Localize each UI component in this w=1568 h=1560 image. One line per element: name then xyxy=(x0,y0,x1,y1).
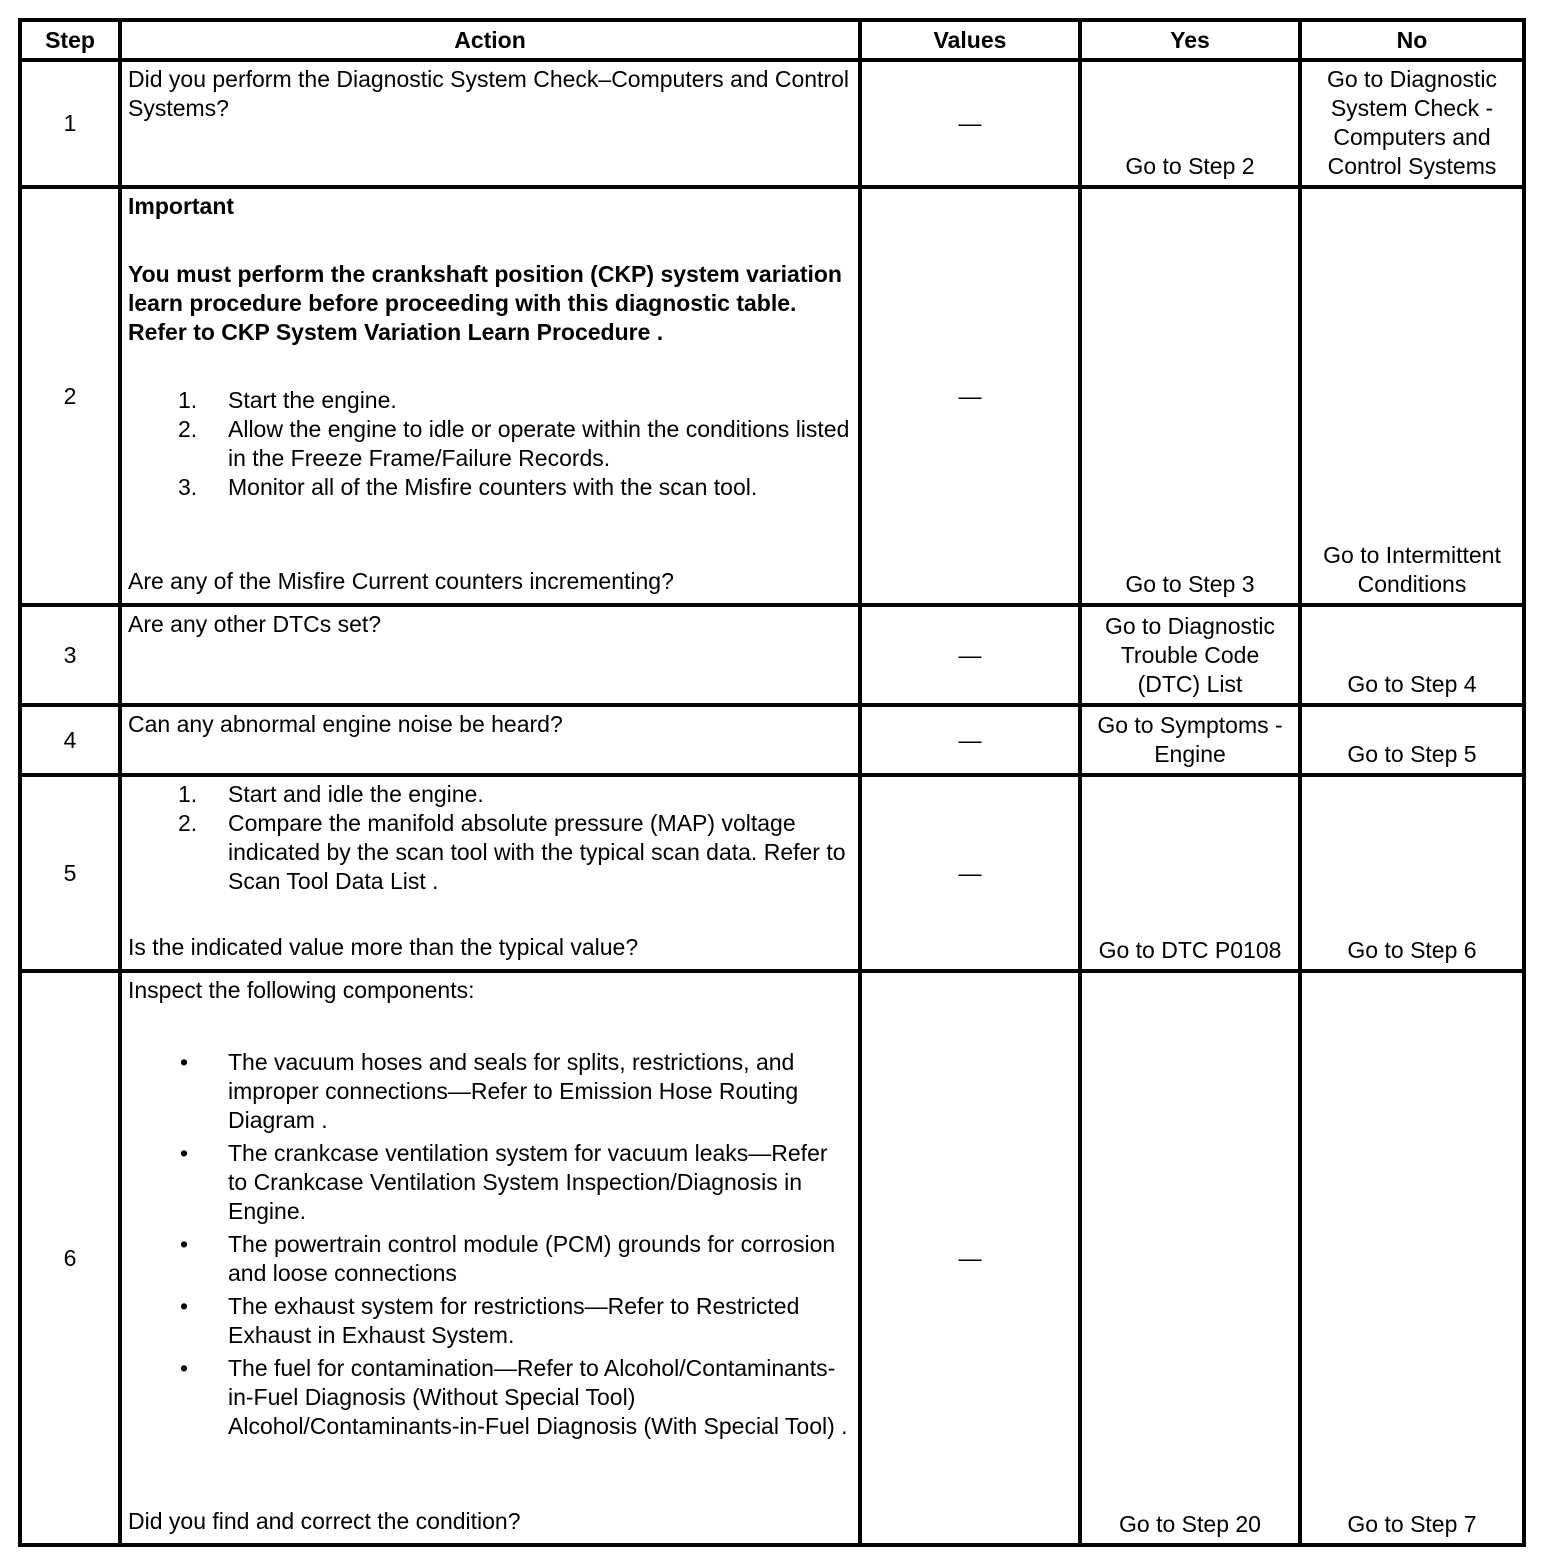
step-number: 2 xyxy=(20,187,120,605)
procedure-list xyxy=(128,780,852,896)
procedure-list xyxy=(128,386,852,502)
list-item: • The exhaust system for restrictions—Refer to Restricted Exhaust in Exhaust System. xyxy=(180,1293,800,1348)
inspection-list xyxy=(128,1048,852,1441)
yes-link[interactable]: Go to Step 20 xyxy=(1080,971,1300,1545)
values-cell: — xyxy=(860,705,1080,775)
yes-link[interactable]: Go to Symptoms - Engine xyxy=(1080,705,1300,775)
action-cell xyxy=(120,187,860,605)
no-link[interactable]: Go to Diagnostic System Check - Computers and Control Systems xyxy=(1300,60,1524,187)
action-question: Are any of the Misfire Current counters incrementing? xyxy=(128,568,674,594)
step-number: 6 xyxy=(20,971,120,1545)
table-row-step-4 xyxy=(20,705,1524,775)
yes-link[interactable]: Go to Step 2 xyxy=(1080,60,1300,187)
yes-link[interactable]: Go to Diagnostic Trouble Code (DTC) List xyxy=(1080,605,1300,705)
list-item: • The powertrain control module (PCM) grounds for corrosion and loose connections xyxy=(180,1231,836,1286)
list-item: • The fuel for contamination—Refer to Alcohol/Contaminants-in-Fuel Diagnosis (Without Special Tool) Alcohol/Contaminants-in-Fuel Diagnosis (With Special Tool) . xyxy=(180,1355,848,1439)
action-question: Did you perform the Diagnostic System Check–Computers and Control Systems? xyxy=(128,66,849,121)
action-cell xyxy=(120,605,860,705)
header-action: Action xyxy=(120,20,860,60)
no-link[interactable]: Go to Step 6 xyxy=(1300,775,1524,971)
values-cell: — xyxy=(860,605,1080,705)
list-item: • The crankcase ventilation system for vacuum leaks—Refer to Crankcase Ventilation System Inspection/Diagnosis in Engine. xyxy=(180,1140,828,1224)
diagnostic-table xyxy=(18,18,1526,1547)
action-question: Is the indicated value more than the typical value? xyxy=(128,934,639,960)
no-link[interactable]: Go to Step 7 xyxy=(1300,971,1524,1545)
no-link[interactable]: Go to Step 5 xyxy=(1300,705,1524,775)
action-question: Are any other DTCs set? xyxy=(128,611,382,637)
header-no: No xyxy=(1300,20,1524,60)
step-number: 5 xyxy=(20,775,120,971)
no-link[interactable]: Go to Step 4 xyxy=(1300,605,1524,705)
table-row-step-3 xyxy=(20,605,1524,705)
list-item: 2. Allow the engine to idle or operate within the conditions listed in the Freeze Frame/Failure Records. xyxy=(178,416,850,471)
list-item: • The vacuum hoses and seals for splits, restrictions, and improper connections—Refer to Emission Hose Routing Diagram . xyxy=(180,1049,799,1133)
action-intro: Inspect the following components: xyxy=(128,977,475,1003)
diagnostic-page xyxy=(18,18,1526,1547)
action-question: Can any abnormal engine noise be heard? xyxy=(128,711,563,737)
header-step: Step xyxy=(20,20,120,60)
table-row-step-1 xyxy=(20,60,1524,187)
action-question: Did you find and correct the condition? xyxy=(128,1508,521,1534)
action-cell xyxy=(120,971,860,1545)
values-cell: — xyxy=(860,971,1080,1545)
yes-link[interactable]: Go to Step 3 xyxy=(1080,187,1300,605)
action-cell xyxy=(120,60,860,187)
action-cell xyxy=(120,775,860,971)
yes-link[interactable]: Go to DTC P0108 xyxy=(1080,775,1300,971)
action-cell xyxy=(120,705,860,775)
values-cell: — xyxy=(860,775,1080,971)
table-row-step-6 xyxy=(20,971,1524,1545)
header-row xyxy=(20,20,1524,60)
step-number: 1 xyxy=(20,60,120,187)
table-row-step-2 xyxy=(20,187,1524,605)
list-item: 1. Start the engine. xyxy=(178,387,397,413)
table-row-step-5 xyxy=(20,775,1524,971)
important-text: You must perform the crankshaft position (CKP) system variation learn procedure before proceeding with this diagnostic table. Refer to CKP System Variation Learn Procedure . xyxy=(128,261,842,345)
list-item: 1. Start and idle the engine. xyxy=(178,781,484,807)
no-link[interactable]: Go to Intermittent Conditions xyxy=(1300,187,1524,605)
step-number: 3 xyxy=(20,605,120,705)
header-yes: Yes xyxy=(1080,20,1300,60)
values-cell: — xyxy=(860,187,1080,605)
step-number: 4 xyxy=(20,705,120,775)
values-cell: — xyxy=(860,60,1080,187)
list-item: 3. Monitor all of the Misfire counters with the scan tool. xyxy=(178,474,758,500)
list-item: 2. Compare the manifold absolute pressure (MAP) voltage indicated by the scan tool with the typical scan data. Refer to Scan Tool Data List . xyxy=(178,810,846,894)
header-values: Values xyxy=(860,20,1080,60)
important-label: Important xyxy=(128,193,235,219)
